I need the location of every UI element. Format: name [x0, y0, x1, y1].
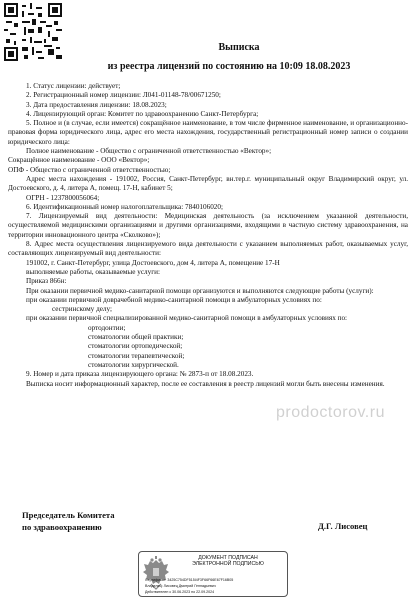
stamp-header — [169, 555, 287, 567]
item-address: Адрес места нахождения - 191002, Россия, Санкт-Петербург, вн.тер.г. муниципальный округ Владимирский округ, ул. Достоевского, д. 4, литера А, помещ. 17-Н, кабинет 5; — [8, 174, 408, 193]
item-prehospital-care: при оказании первичной доврачебной медико-санитарной помощи в амбулаторных условиях по: — [26, 295, 322, 304]
item-inn: 6. Идентификационный номер налогоплательщика: 7840106020; — [26, 202, 223, 211]
service-orthopedic-dentistry: стоматологии ортопедической; — [88, 342, 183, 351]
item-reg-number: 2. Регистрационный номер лицензии: Л041-01148-78/00671250; — [26, 91, 221, 100]
signer-name: Д.Г. Лисовец — [318, 521, 368, 531]
item-legal-form: ОПФ - Общество с ограниченной ответственностью; — [8, 165, 171, 174]
item-works-label: выполняемые работы, оказываемые услуги: — [26, 267, 160, 276]
item-names-intro: 5. Полное и (в случае, если имеется) сокращённое наименование, в том числе фирменное наименование, и организационно-правовая форма юридического лица, адрес его места нахождения, государственный регистрационный номер записи о создании юридического лица: — [8, 119, 408, 146]
item-activity-address: 191002, г. Санкт-Петербург, улица Достоевского, дом 4, литера А, помещение 17-Н — [26, 258, 280, 267]
service-nursing: сестринскому делу; — [52, 305, 112, 314]
service-orthodontics: ортодонтии; — [88, 323, 126, 332]
document-title: Выписка — [218, 42, 260, 53]
stamp-header-line1: ДОКУМЕНТ ПОДПИСАН — [198, 555, 258, 561]
item-disclaimer: Выписка носит информационный характер, после ее составления в реестр лицензий могли быть внесены изменения. — [26, 379, 385, 388]
watermark: prodoctorov.ru — [276, 404, 385, 421]
stamp-owner: Владелец: Лисовец Дмитрий Геннадьевич — [145, 584, 216, 588]
service-therapeutic-dentistry: стоматологии терапевтической; — [88, 351, 185, 360]
signer-position-line1: Председатель Комитета — [22, 510, 115, 520]
stamp-header-line2: ЭЛЕКТРОННОЙ ПОДПИСЬЮ — [192, 561, 264, 567]
item-order: Приказ 866н: — [26, 277, 67, 286]
item-date: 3. Дата предоставления лицензии: 18.08.2023; — [26, 100, 167, 109]
document-body — [8, 82, 408, 389]
item-full-name: Полное наименование - Общество с ограниченной ответственностью «Вектор»; — [26, 147, 272, 156]
signer-position — [22, 509, 115, 533]
item-order-number: 9. Номер и дата приказа лицензирующего органа: № 2873-п от 18.08.2023. — [26, 370, 254, 379]
stamp-validity: Действителен с 30.06.2023 по 22.09.2024 — [145, 590, 215, 594]
stamp-certificate: Сертификат: 3425C754DF515I4F3F66F66E67F16B05 — [145, 578, 234, 582]
item-activity-address-intro: 8. Адрес места осуществления лицензируемого вида деятельности с указанием выполняемых работ, оказываемых услуг, составляющих лицензируемый вид деятельности: — [8, 240, 408, 258]
service-surgical-dentistry: стоматологии хирургической. — [88, 360, 179, 369]
item-short-name: Сокращённое наименование - ООО «Вектор»; — [8, 156, 150, 165]
item-ogrn: ОГРН - 1237800056064; — [26, 193, 100, 202]
item-activity: 7. Лицензируемый вид деятельности: Медицинская деятельность (за исключением указанной деятельности, осуществляемой медицинскими организациями и другими организациями, входящими в частную систему здравоохранения, на территории инновационного центра «Сколково»); — [8, 212, 408, 239]
document-subtitle: из реестра лицензий по состоянию на 10:09 18.08.2023 — [107, 61, 351, 72]
item-primary-care: При оказании первичной медико-санитарной помощи организуются и выполняются следующие работы (услуги): — [26, 286, 374, 295]
service-general-dentistry: стоматологии общей практики; — [88, 333, 184, 342]
signer-position-line2: по здравоохранению — [22, 522, 102, 532]
item-authority: 4. Лицензирующий орган: Комитет по здравоохранению Санкт-Петербурга; — [26, 109, 259, 118]
item-specialized-care: при оказании первичной специализированной медико-санитарной помощи в амбулаторных условиях по: — [26, 314, 348, 323]
item-status: 1. Статус лицензии: действует; — [26, 82, 121, 90]
e-signature-stamp — [138, 551, 288, 597]
